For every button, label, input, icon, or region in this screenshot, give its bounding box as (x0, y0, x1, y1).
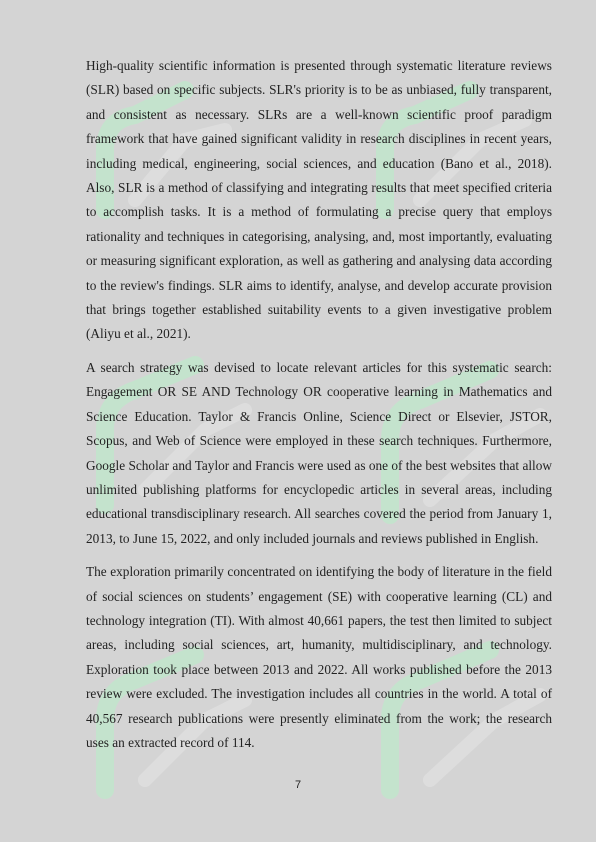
paragraph-exploration: The exploration primarily concentrated on identifying the body of literature in the field of social sciences on students’ engagement (SE) with cooperative learning (CL) and technology integration (TI). With almost 40,661 papers, the test then limited to subject areas, including social sciences, art, humanity, multidisciplinary, and technology. Exploration took place between 2013 and 2022. All works published before the 2013 review were excluded. The investigation includes all countries in the world. A total of 40,567 research publications were presently eliminated from the work; the research uses an extracted record of 114. (86, 564, 552, 750)
page-number: 7 (294, 779, 302, 791)
paragraph-slr-definition: High-quality scientific information is presented through systematic literature reviews (SLR) based on specific subjects. SLR's priority is to be as unbiased, fully transparent, and consistent as necessary. SLRs are a well-known scientific proof paradigm framework that have gained significant validity in research disciplines in recent years, including medical, engineering, social sciences, and education (Bano et al., 2018). Also, SLR is a method of classifying and integrating results that meet specified criteria to accomplish tasks. It is a method of formulating a precise query that employs rationality and techniques in categorising, analysing, and, most importantly, evaluating or measuring significant exploration, as well as gathering and analysing data according to the review's findings. SLR aims to identify, analyse, and develop accurate provision that brings together established suitability events to a given investigative problem (Aliyu et al., 2021). (86, 58, 552, 342)
body-text (86, 54, 552, 764)
paragraph-search-strategy: A search strategy was devised to locate relevant articles for this systematic search: Engagement OR SE AND Technology OR cooperative learning in Mathematics and Science Education. Taylor & Francis Online, Science Direct or Elsevier, JSTOR, Scopus, and Web of Science were employed in these search techniques. Furthermore, Google Scholar and Taylor and Francis were used as one of the best websites that allow unlimited publishing platforms for encyclopedic articles in several areas, including educational transdisciplinary research. All searches covered the period from January 1, 2013, to June 15, 2022, and only included journals and reviews published in English. (86, 359, 552, 546)
